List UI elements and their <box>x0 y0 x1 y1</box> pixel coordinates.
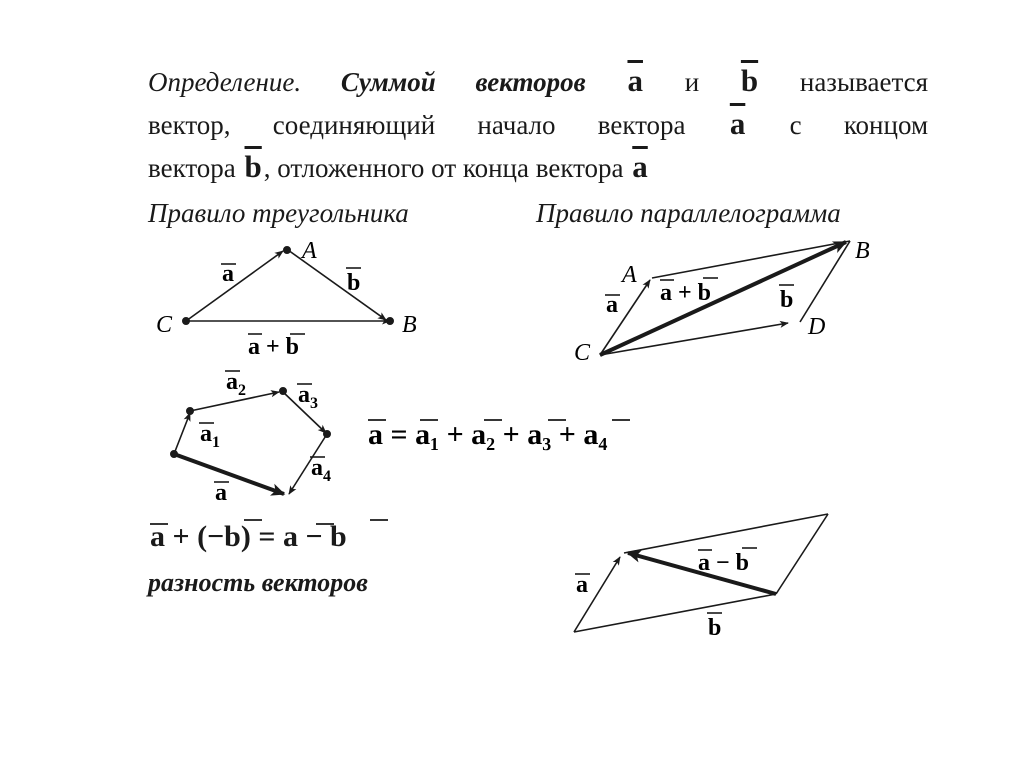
polygon-label-a2: a <box>226 369 238 395</box>
svg-text:a2 <box>226 369 246 399</box>
polygon-dot-2 <box>280 388 287 395</box>
polygon-sub-2: 2 <box>238 382 246 399</box>
triangle-rule-heading: Правило треугольника <box>148 198 409 228</box>
triangle-label-b: b <box>347 270 361 296</box>
parallelogram-point-d: D <box>808 314 826 340</box>
svg-text:a1 <box>200 421 220 451</box>
definition-term: Суммой векторов <box>340 67 586 97</box>
parallelogram-label-sum: a + b <box>660 280 712 306</box>
triangle-point-a-dot <box>284 247 291 254</box>
parallelogram-side-ab <box>652 241 850 278</box>
polygon-dot-start <box>171 451 178 458</box>
triangle-point-c: C <box>156 312 173 338</box>
polygon-sub-1: 1 <box>212 434 220 451</box>
polygon-label-a4: a <box>311 455 323 481</box>
polygon-label-a: a <box>215 480 227 506</box>
difference-label-b: b <box>708 615 722 641</box>
svg-text:a3 <box>298 382 318 412</box>
polygon-vector-a1 <box>174 413 190 454</box>
polygon-label-a3: a <box>298 382 310 408</box>
triangle-point-b: B <box>402 312 417 338</box>
difference-side-right <box>776 514 828 594</box>
polygon-label-a1: a <box>200 421 212 447</box>
difference-label-diff: a − b <box>698 550 750 576</box>
parallelogram-point-c: C <box>574 340 591 366</box>
triangle-label-a: a <box>222 261 234 287</box>
parallelogram-point-b: B <box>855 238 870 264</box>
parallelogram-label-a: a <box>606 292 618 318</box>
svg-text:a4 <box>311 455 331 485</box>
triangle-point-b-dot <box>387 318 394 325</box>
difference-vector-b <box>574 594 776 632</box>
definition-line3-end: , отложенного от конца вектора <box>263 153 624 183</box>
difference-side-top <box>624 514 828 553</box>
vector-b-symbol: $\overline{b}$ <box>740 63 759 98</box>
polygon-formula: a = a₁ + a₂ + a₃ + a₄ <box>368 418 608 451</box>
triangle-point-c-dot <box>183 318 190 325</box>
parallelogram-point-a: A <box>622 262 637 288</box>
definition-line2-start: вектор, соединяющий начало вектора <box>148 110 686 140</box>
difference-caption: разность векторов <box>148 568 368 597</box>
definition-label: Определение. <box>148 67 302 97</box>
triangle-vector-a <box>186 251 283 321</box>
triangle-diagram <box>183 247 394 325</box>
difference-formula: a + (−b) = a − b <box>150 520 347 553</box>
triangle-label-sum: a + b <box>248 334 300 360</box>
polygon-dot-1 <box>187 408 194 415</box>
polygon-dot-3 <box>324 431 331 438</box>
difference-label-a: a <box>576 572 588 598</box>
parallelogram-vector-b <box>600 323 788 355</box>
polygon-vector-a <box>174 454 284 494</box>
vector-b-symbol-2: $\overline{b}$ <box>244 149 262 184</box>
vector-a-symbol: $\overline{a}$ <box>627 63 643 98</box>
definition-line3-start: вектора <box>148 153 236 183</box>
polygon-sub-4: 4 <box>323 468 331 485</box>
definition-line2-end: с концом <box>789 110 929 140</box>
parallelogram-rule-heading: Правило параллелограмма <box>536 198 841 228</box>
parallelogram-label-b: b <box>780 287 794 313</box>
vector-a-symbol-2: $\overline{a}$ <box>729 106 746 141</box>
vector-a-symbol-3: $\overline{a}$ <box>632 149 648 184</box>
definition-called: называется <box>799 67 929 97</box>
triangle-point-a: A <box>302 238 317 264</box>
definition-and: и <box>684 67 700 97</box>
polygon-sub-3: 3 <box>310 395 318 412</box>
